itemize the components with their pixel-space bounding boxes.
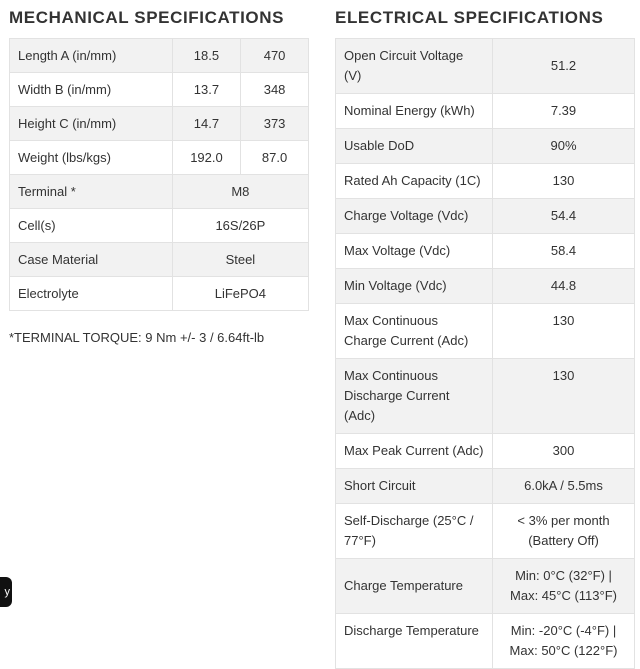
spec-value: 58.4 xyxy=(493,234,635,269)
table-row xyxy=(336,39,635,94)
spec-value: 130 xyxy=(493,164,635,199)
spec-value-metric: 348 xyxy=(241,73,309,107)
table-row xyxy=(336,434,635,469)
table-row xyxy=(336,304,635,359)
spec-value: Min: -20°C (-4°F) | Max: 50°C (122°F) xyxy=(493,614,635,669)
spec-label: Open Circuit Voltage (V) xyxy=(336,39,493,94)
spec-value-imperial: 192.0 xyxy=(172,141,240,175)
spec-value: 130 xyxy=(493,304,635,359)
table-row xyxy=(336,164,635,199)
spec-value-imperial: 18.5 xyxy=(172,39,240,73)
electrical-specifications-table xyxy=(335,38,635,669)
spec-value-metric: 373 xyxy=(241,107,309,141)
table-row xyxy=(336,559,635,614)
table-row xyxy=(336,94,635,129)
spec-label: Width B (in/mm) xyxy=(10,73,173,107)
spec-value: 44.8 xyxy=(493,269,635,304)
spec-label: Max Voltage (Vdc) xyxy=(336,234,493,269)
spec-value: LiFePO4 xyxy=(172,277,308,311)
spec-value-imperial: 13.7 xyxy=(172,73,240,107)
spec-value: M8 xyxy=(172,175,308,209)
electrical-specifications-title: ELECTRICAL SPECIFICATIONS xyxy=(335,8,604,27)
table-row xyxy=(10,39,309,73)
mechanical-specifications-title: MECHANICAL SPECIFICATIONS xyxy=(9,8,285,27)
spec-label: Min Voltage (Vdc) xyxy=(336,269,493,304)
table-row xyxy=(10,107,309,141)
chat-widget-tab[interactable]: y xyxy=(0,577,12,607)
spec-label: Usable DoD xyxy=(336,129,493,164)
spec-label: Height C (in/mm) xyxy=(10,107,173,141)
spec-value: 51.2 xyxy=(493,39,635,94)
spec-value: 7.39 xyxy=(493,94,635,129)
spec-label: Case Material xyxy=(10,243,173,277)
spec-label: Weight (lbs/kgs) xyxy=(10,141,173,175)
spec-label: Charge Temperature xyxy=(336,559,493,614)
spec-value: Steel xyxy=(172,243,308,277)
table-row xyxy=(336,614,635,669)
spec-label: Short Circuit xyxy=(336,469,493,504)
spec-label: Max Continuous Charge Current (Adc) xyxy=(336,304,493,359)
spec-value: 130 xyxy=(493,359,635,434)
spec-value: 300 xyxy=(493,434,635,469)
table-row xyxy=(10,243,309,277)
table-row xyxy=(10,277,309,311)
spec-label: Cell(s) xyxy=(10,209,173,243)
spec-value-metric: 87.0 xyxy=(241,141,309,175)
table-row xyxy=(336,234,635,269)
spec-label: Rated Ah Capacity (1C) xyxy=(336,164,493,199)
spec-value: 54.4 xyxy=(493,199,635,234)
spec-value-metric: 470 xyxy=(241,39,309,73)
spec-label: Max Peak Current (Adc) xyxy=(336,434,493,469)
table-row xyxy=(336,129,635,164)
table-row xyxy=(10,175,309,209)
spec-label: Electrolyte xyxy=(10,277,173,311)
spec-label: Max Continuous Discharge Current (Adc) xyxy=(336,359,493,434)
mechanical-specifications-table xyxy=(9,38,309,311)
table-row xyxy=(336,469,635,504)
spec-label: Charge Voltage (Vdc) xyxy=(336,199,493,234)
table-row xyxy=(10,141,309,175)
table-row xyxy=(10,209,309,243)
table-row xyxy=(336,199,635,234)
table-row xyxy=(336,359,635,434)
spec-value: 16S/26P xyxy=(172,209,308,243)
spec-value: 90% xyxy=(493,129,635,164)
spec-label: Self-Discharge (25°C / 77°F) xyxy=(336,504,493,559)
table-row xyxy=(10,73,309,107)
table-row xyxy=(336,504,635,559)
spec-value: 6.0kA / 5.5ms xyxy=(493,469,635,504)
spec-label: Nominal Energy (kWh) xyxy=(336,94,493,129)
spec-label: Length A (in/mm) xyxy=(10,39,173,73)
terminal-torque-note: *TERMINAL TORQUE: 9 Nm +/- 3 / 6.64ft-lb xyxy=(9,330,265,345)
spec-value: Min: 0°C (32°F) | Max: 45°C (113°F) xyxy=(493,559,635,614)
spec-label: Discharge Temperature xyxy=(336,614,493,669)
spec-value: < 3% per month (Battery Off) xyxy=(493,504,635,559)
table-row xyxy=(336,269,635,304)
spec-value-imperial: 14.7 xyxy=(172,107,240,141)
spec-label: Terminal * xyxy=(10,175,173,209)
